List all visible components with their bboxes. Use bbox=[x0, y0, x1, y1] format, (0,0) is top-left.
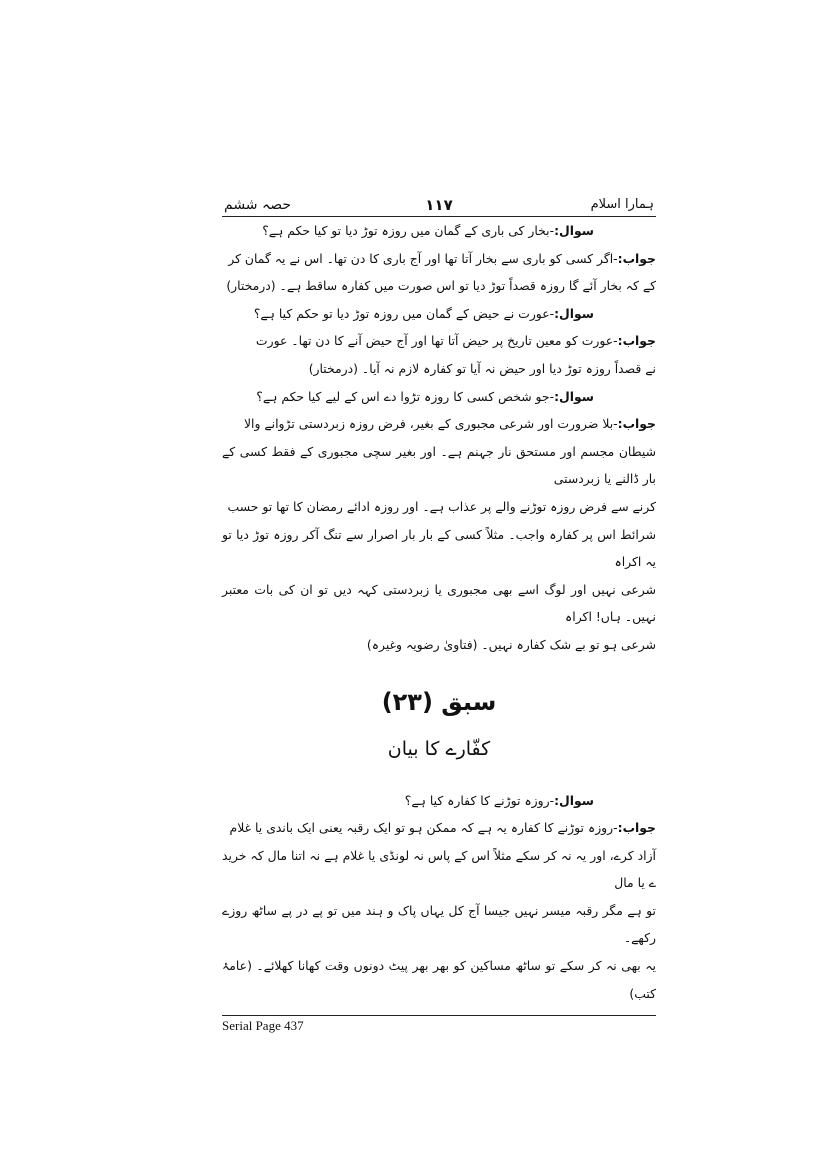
answer-3-line-3: کرنے سے فرض روزہ توڑنے والے پر عذاب ہے۔ اور روزہ ادائے رمضان کا تھا تو حسب bbox=[227, 498, 656, 514]
answer-2-line-1 bbox=[222, 327, 656, 355]
question-2 bbox=[222, 300, 656, 328]
answer-2-line-2: نے قصداً روزہ توڑ دیا اور حیض نہ آیا تو کفارہ لازم نہ آیا۔ (درمختار) bbox=[308, 360, 656, 376]
lesson-title: سبق (۲۳) bbox=[381, 687, 497, 716]
question-text: -جو شخص کسی کا روزہ تڑوا دے اس کے لیے کیا حکم ہے؟ bbox=[256, 388, 555, 404]
lesson-answer-line-4: یہ بھی نہ کر سکے تو ساٹھ مساکین کو بھر بھر پیٹ دونوں وقت کھانا کھلائے۔ (عامۂ کتب) bbox=[222, 958, 656, 1001]
page-content bbox=[222, 185, 656, 1034]
answer-text: -بلا ضرورت اور شرعی مجبوری کے بغیر، فرض روزہ زبردستی تڑوانے والا bbox=[243, 416, 618, 432]
answer-3-line-1 bbox=[222, 410, 656, 438]
answer-1-line-1 bbox=[222, 245, 656, 273]
question-text: -روزہ توڑنے کا کفارہ کیا ہے؟ bbox=[404, 792, 555, 808]
answer-3-line-4: شرائط اس پر کفارہ واجب۔ مثلاً کسی کے بار بار اصرار سے تنگ آکر روزہ توڑ دیا تو یہ اکراہ bbox=[222, 526, 656, 570]
lesson-answer-line-3: تو ہے مگر رقبہ میسر نہیں جیسا آج کل یہاں پاک و ہند میں تو پے در پے ساٹھ روزے رکھے۔ bbox=[222, 902, 656, 946]
serial-label: Serial Page bbox=[222, 1018, 281, 1034]
lesson-question bbox=[222, 787, 656, 815]
question-3 bbox=[222, 383, 656, 411]
answer-label: جواب: bbox=[617, 333, 656, 349]
answer-text: -اگر کسی کو باری سے بخار آتا تھا اور آج باری کا دن تھا۔ اس نے یہ گمان کر bbox=[228, 250, 618, 266]
page-number: ۱۱۷ bbox=[425, 196, 453, 214]
running-header bbox=[222, 185, 656, 216]
lesson-subtitle: کفّارے کا بیان bbox=[387, 737, 491, 760]
answer-text: -روزہ توڑنے کا کفارہ یہ ہے کہ ممکن ہو تو ایک رقبہ یعنی ایک باندی یا غلام bbox=[229, 820, 618, 836]
lesson-section bbox=[222, 787, 656, 1008]
part-label: حصہ ششم bbox=[224, 197, 291, 213]
answer-label: جواب: bbox=[617, 416, 656, 432]
question-label: سوال: bbox=[554, 223, 594, 238]
question-label: سوال: bbox=[554, 792, 594, 808]
question-text: -بخار کی باری کے گمان میں روزہ توڑ دیا تو کیا حکم ہے؟ bbox=[262, 223, 555, 238]
lesson-answer-line-1 bbox=[222, 814, 656, 842]
answer-text: -عورت کو معین تاریخ پر حیض آتا تھا اور آج حیض آنے کا دن تھا۔ عورت bbox=[255, 333, 618, 349]
answer-label: جواب: bbox=[617, 820, 656, 836]
question-label: سوال: bbox=[554, 388, 594, 404]
answer-label: جواب: bbox=[617, 250, 656, 266]
qa-section bbox=[222, 217, 656, 659]
question-label: سوال: bbox=[554, 305, 594, 321]
question-text: -عورت نے حیض کے گمان میں روزہ توڑ دیا تو حکم کیا ہے؟ bbox=[253, 305, 555, 321]
serial-page-footer bbox=[222, 1018, 656, 1034]
footer-rule bbox=[222, 1015, 656, 1016]
question-1 bbox=[222, 217, 656, 245]
answer-3-line-5: شرعی نہیں اور لوگ اسے بھی مجبوری یا زبردستی کہہ دیں تو ان کی بات معتبر نہیں۔ ہاں! اکراہ bbox=[222, 581, 656, 625]
book-title: ہمارا اسلام bbox=[590, 197, 654, 212]
answer-3-line-6: شرعی ہو تو بے شک کفارہ نہیں۔ (فتاویٰ رضویہ وغیرہ) bbox=[366, 636, 656, 652]
serial-number: 437 bbox=[284, 1018, 304, 1034]
answer-1-line-2: کے کہ بخار آئے گا روزہ قصداً توڑ دیا تو اس صورت میں کفارہ ساقط ہے۔ (درمختار) bbox=[226, 278, 656, 294]
lesson-answer-line-2: آزاد کرے، اور یہ نہ کر سکے مثلاً اس کے پاس نہ لونڈی یا غلام ہے نہ اتنا مال کہ خرید ے یا مال bbox=[222, 847, 656, 891]
answer-3-line-2: شیطان مجسم اور مستحق نار جہنم ہے۔ اور بغیر سچی مجبوری کے فقط کسی کے بار ڈالنے یا زبردستی bbox=[222, 443, 656, 487]
